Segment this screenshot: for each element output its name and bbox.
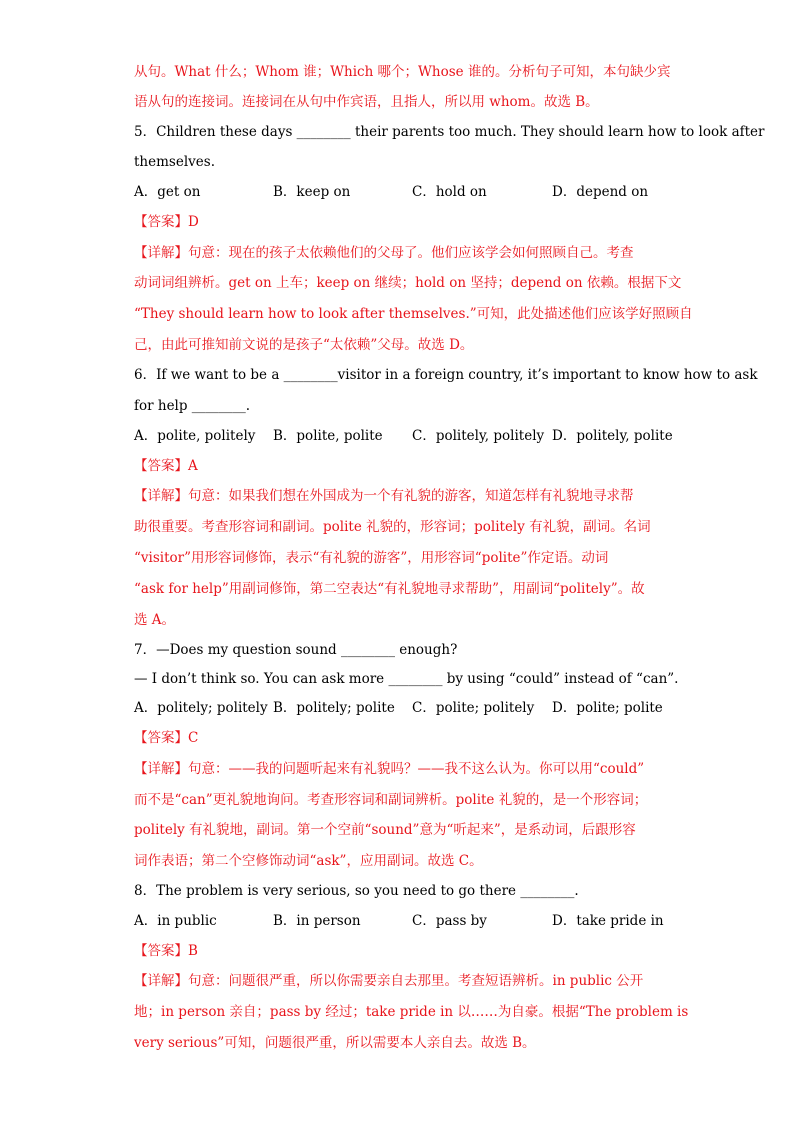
text-line: 语从句的连接词。连接词在从句中作宾语，且指人，所以用 whom。故选 B。 (134, 94, 599, 110)
question-5: 5．Children these days ________ their parents too much. They should learn how to look after (134, 124, 765, 140)
explanation-line: 【详解】句意：如果我们想在外国成为一个有礼貌的游客，知道怎样有礼貌地寻求帮 (134, 488, 634, 504)
text-line: themselves. (134, 154, 215, 170)
answer-5: 【答案】D (134, 214, 199, 230)
explanation-line: “ask for help”用副词修饰，第二空表达“有礼貌地寻求帮助”，用副词“politely”。故 (134, 581, 645, 597)
text-line: for help ________. (134, 398, 251, 414)
explanation-line: 而不是“can”更礼貌地询问。考查形容词和副词辨析。polite 礼貌的，是一个形容词； (134, 792, 648, 808)
question-7: 7．—Does my question sound ________ enough? (134, 642, 458, 658)
answer-6: 【答案】A (134, 458, 198, 474)
text-line: — I don’t think so. You can ask more ________ by using “could” instead of “can”. (134, 671, 679, 687)
explanation-line: 【详解】句意：——我的问题听起来有礼貌吗？——我不这么认为。你可以用“could” (134, 761, 645, 777)
explanation-line: 动词词组辨析。get on 上车；keep on 继续；hold on 坚持；depend on 依赖。根据下文 (134, 275, 682, 291)
option-c: C．polite; politely (412, 700, 535, 716)
option-d: D．politely, polite (552, 428, 673, 444)
option-d: D．depend on (552, 184, 649, 200)
explanation-line: 地；in person 亲自；pass by 经过；take pride in 以……为自豪。根据“The problem is (134, 1004, 689, 1020)
option-b: B．in person (273, 913, 361, 929)
option-c: C．pass by (412, 913, 487, 929)
question-8: 8．The problem is very serious, so you need to go there ________. (134, 883, 579, 899)
option-a: A．in public (134, 913, 217, 929)
option-b: B．polite, polite (273, 428, 383, 444)
option-c: C．hold on (412, 184, 487, 200)
explanation-line: 【详解】句意：现在的孩子太依赖他们的父母了。他们应该学会如何照顾自己。考查 (134, 245, 634, 261)
explanation-line: “They should learn how to look after themselves.”可知，此处描述他们应该学好照顾自 (134, 306, 693, 322)
option-a: A．politely; politely (134, 700, 268, 716)
explanation-line: 词作表语；第二个空修饰动词“ask”，应用副词。故选 C。 (134, 853, 483, 869)
question-6: 6．If we want to be a ________visitor in a foreign country, it’s important to know how to ask (134, 367, 758, 383)
text-line: 从句。What 什么；Whom 谁；Which 哪个；Whose 谁的。分析句子可知，本句缺少宾 (134, 64, 671, 80)
option-d: D．polite; polite (552, 700, 663, 716)
explanation-line: 助很重要。考查形容词和副词。polite 礼貌的，形容词；politely 有礼貌，副词。名词 (134, 519, 651, 535)
option-b: B．keep on (273, 184, 351, 200)
option-a: A．polite, politely (134, 428, 256, 444)
option-a: A．get on (134, 184, 201, 200)
option-b: B．politely; polite (273, 700, 395, 716)
option-d: D．take pride in (552, 913, 664, 929)
explanation-line: 选 A。 (134, 612, 176, 628)
explanation-line: 【详解】句意：问题很严重，所以你需要亲自去那里。考查短语辨析。in public 公开 (134, 973, 644, 989)
explanation-line: 己，由此可推知前文说的是孩子“太依赖”父母。故选 D。 (134, 337, 474, 353)
option-c: C．politely, politely (412, 428, 545, 444)
explanation-line: “visitor”用形容词修饰，表示“有礼貌的游客”，用形容词“polite”作定语。动词 (134, 550, 609, 566)
answer-8: 【答案】B (134, 943, 198, 959)
explanation-line: very serious”可知，问题很严重，所以需要本人亲自去。故选 B。 (134, 1035, 536, 1051)
answer-7: 【答案】C (134, 730, 199, 746)
explanation-line: politely 有礼貌地，副词。第一个空前“sound”意为“听起来”，是系动词，后跟形容 (134, 822, 636, 838)
